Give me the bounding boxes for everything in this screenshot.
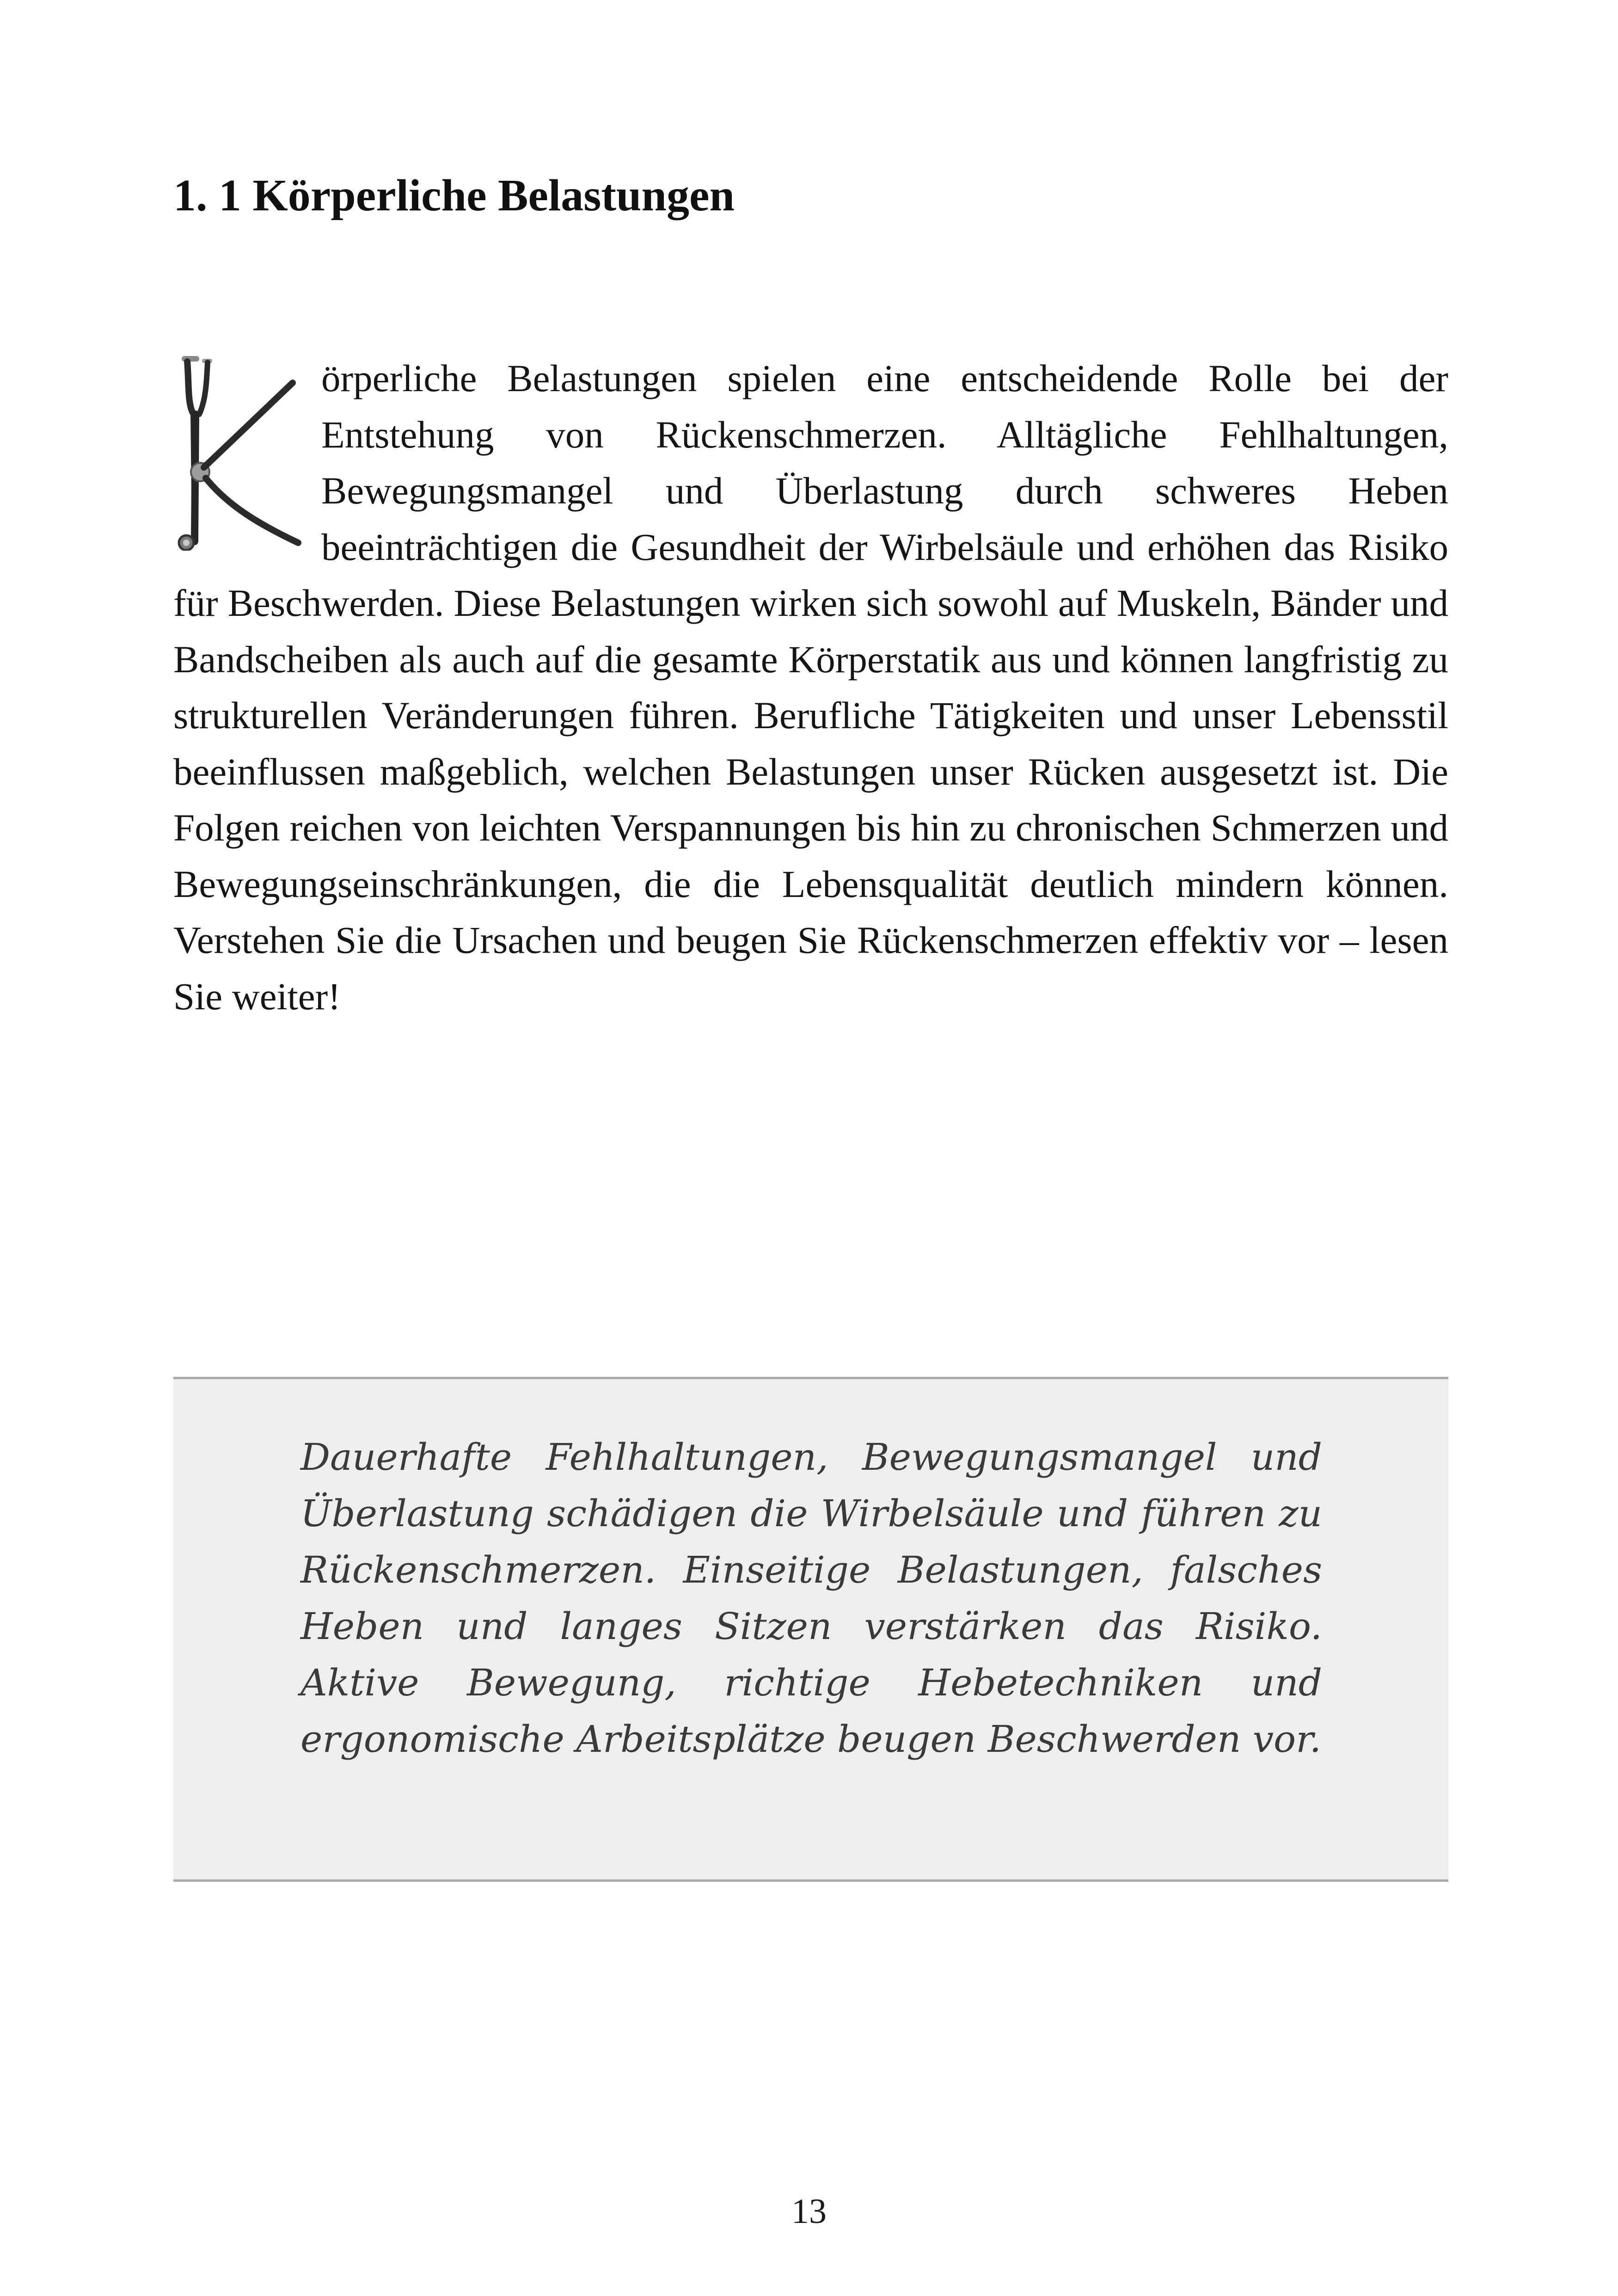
- chapter-heading: 1. 1 Körperliche Belastungen: [173, 171, 735, 221]
- page-number: 13: [791, 2192, 827, 2231]
- drop-cap-k: [173, 350, 307, 551]
- body-text: örperliche Belastungen spielen eine entscheidende Rolle bei der Entstehung von Rückenschmerzen. Alltägliche Fehlhaltungen, Bewegungsmangel und Überlastung durch schweres Heben beeinträchtigen die Gesundheit der Wirbelsäule und erhöhen das Risiko für Beschwerden. Diese Belastungen wirken sich sowohl auf Muskeln, Bänder und Bandscheiben als auch auf die gesamte Körperstatik aus und können langfristig zu strukturellen Veränderungen führen. Berufliche Tätigkeiten und unser Lebensstil beeinflussen maßgeblich, welchen Belastungen unser Rücken ausgesetzt ist. Die Folgen reichen von leichten Verspannungen bis hin zu chronischen Schmerzen und Bewegungseinschränkungen, die die Lebensqualität deutlich mindern können. Verstehen Sie die Ursachen und beugen Sie Rückenschmerzen effektiv vor – lesen Sie weiter!: [173, 357, 1448, 1018]
- stethoscope-icon: [173, 354, 307, 551]
- summary-text: Dauerhafte Fehlhaltungen, Bewegungsmangel und Überlastung schädigen die Wirbelsäule und führen zu Rückenschmerzen. Einseitige Belastungen, falsches Heben und langes Sitzen verstärken das Risiko. Aktive Bewegung, richtige Hebetechniken und ergonomische Arbeitsplätze beugen Beschwerden vor.: [300, 1436, 1322, 1761]
- summary-box: [173, 1377, 1448, 1882]
- body-paragraph: [173, 350, 1448, 1025]
